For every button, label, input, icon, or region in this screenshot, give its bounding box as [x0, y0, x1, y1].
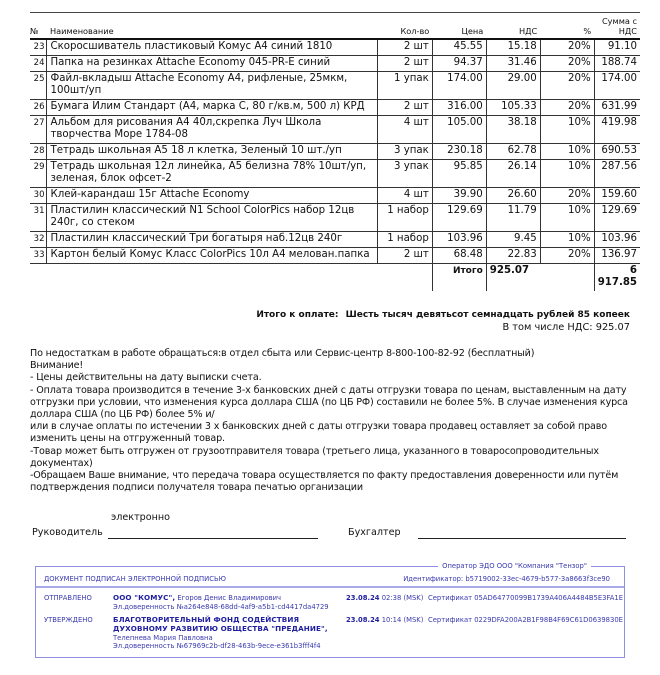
header-num: №: [30, 26, 39, 36]
edo-sent-org: ООО "КОМУС",: [113, 593, 176, 602]
header-sum: [594, 14, 640, 39]
note-payment: - Оплата товара производится в течение 3-х банковских дней с даты отгрузки товара по ценам, выставленным на дату отгрузки при условии, что изменения курса доллара США (по ЦБ РФ) составили не более 5%. В случае изменения курса доллара США (по ЦБ РФ) более 5% и/: [30, 384, 628, 421]
edo-sent-status: ОТПРАВЛЕНО: [44, 594, 92, 602]
item-vat: 29.00: [486, 72, 540, 100]
items-table: [30, 14, 640, 291]
edo-approved-time: 10:14 (MSK): [381, 616, 424, 624]
header-name: Наименование: [49, 26, 114, 36]
total-row: [30, 264, 640, 292]
item-qty: 4 шт: [377, 188, 432, 204]
accountant-label: Бухгалтер: [348, 527, 401, 538]
row-number: 31: [30, 204, 47, 232]
item-vat-rate: 20%: [540, 72, 594, 100]
edo-approved-proxy: Эл.доверенность №67969c2b-df28-463b-9ece-e361b3fff4f4: [113, 642, 321, 651]
item-vat-rate: 10%: [540, 144, 594, 160]
item-qty: 2 шт: [377, 100, 432, 116]
edo-separator: [36, 586, 624, 588]
table-row: [30, 144, 640, 160]
item-vat: 9.45: [486, 232, 540, 248]
total-label: Итого: [432, 264, 486, 292]
edo-operator: Оператор ЭДО ООО "Компания "Тензор": [438, 562, 591, 570]
item-price: 45.55: [432, 39, 486, 56]
item-vat-rate: 20%: [540, 39, 594, 56]
edo-signature-stamp: [35, 562, 625, 658]
item-price: 230.18: [432, 144, 486, 160]
payment-total-line: [256, 310, 630, 320]
item-price: 95.85: [432, 160, 486, 188]
row-number: 25: [30, 72, 47, 100]
item-vat-rate: 20%: [540, 248, 594, 264]
terms-notes: [30, 348, 630, 494]
item-qty: 3 упак: [377, 160, 432, 188]
edo-sent-proxy: Эл.доверенность №a264e848-68dd-4af9-a5b1-cd4417da4729: [113, 602, 329, 611]
table-row: [30, 248, 640, 264]
item-price: 68.48: [432, 248, 486, 264]
item-qty: 1 набор: [377, 232, 432, 248]
row-number: 33: [30, 248, 47, 264]
note-price-change: или в случае оплаты по истечении 3 х банковских дней с даты отгрузки товара продавец оставляет за собой право изменить цены на отгруженный товар.: [30, 421, 608, 445]
edo-approved-org-line1: БЛАГОТВОРИТЕЛЬНЫЙ ФОНД СОДЕЙСТВИЯ: [113, 615, 300, 624]
item-vat: 105.33: [486, 100, 540, 116]
edo-approved-status: УТВЕРЖДЕНО: [44, 616, 93, 624]
table-row: [30, 188, 640, 204]
header-price: Цена: [461, 26, 484, 36]
edo-approved-cert: Сертификат 0229DFA200A2B1F98B4F69C61D0639830E: [428, 616, 623, 624]
header-qty: Кол-во: [400, 26, 430, 36]
note-transfer: -Обращаем Ваше внимание, что передача товара осуществляется по факту предоставления доверенности или путём подтверждения подписи получателя товара печатью организации: [30, 470, 619, 494]
item-vat-rate: 10%: [540, 204, 594, 232]
table-header-row: [30, 14, 640, 39]
item-sum: 129.69: [594, 204, 640, 232]
table-row: [30, 56, 640, 72]
table-row: [30, 204, 640, 232]
total-vat: 925.07: [486, 264, 540, 292]
table-row: [30, 116, 640, 144]
row-number: 32: [30, 232, 47, 248]
item-name: Тетрадь школьная 12л линейка, А5 белизна 78% 10шт/уп, зеленая, блок офсет-2: [47, 160, 377, 188]
row-number: 30: [30, 188, 47, 204]
item-vat-rate: 20%: [540, 56, 594, 72]
item-qty: 2 шт: [377, 248, 432, 264]
vat-included-line: [502, 322, 630, 333]
item-sum: 287.56: [594, 160, 640, 188]
item-name: Бумага Илим Стандарт (А4, марка С, 80 г/кв.м, 500 л) КРД: [47, 100, 377, 116]
header-sum-line2: НДС: [618, 26, 637, 36]
edo-sent-cert: Сертификат 05AD64770099B1739A406A4484B5E3FA1E: [428, 594, 624, 602]
item-vat: 62.78: [486, 144, 540, 160]
payment-amount-words: Шесть тысяч девятьсот семнадцать рублей 85 копеек: [345, 310, 630, 320]
director-label: Руководитель: [32, 527, 103, 538]
item-sum: 188.74: [594, 56, 640, 72]
item-qty: 4 шт: [377, 116, 432, 144]
item-name: Клей-карандаш 15г Attache Economy: [47, 188, 377, 204]
item-vat-rate: 10%: [540, 160, 594, 188]
item-price: 39.90: [432, 188, 486, 204]
item-name: Скоросшиватель пластиковый Комус А4 синий 1810: [47, 39, 377, 56]
item-vat-rate: 20%: [540, 100, 594, 116]
edo-identifier: Идентификатор: b5719002-33ec-4679-b577-3a8663f3ce90: [403, 575, 610, 583]
item-sum: 103.96: [594, 232, 640, 248]
item-qty: 2 шт: [377, 56, 432, 72]
edo-sent-time: 02:38 (MSK): [381, 594, 424, 602]
item-vat: 26.60: [486, 188, 540, 204]
row-number: 27: [30, 116, 47, 144]
edo-approved-person: Телепнева Мария Павловна: [113, 633, 213, 642]
item-name: Пластилин классический Три богатыря наб.12цв 240г: [47, 232, 377, 248]
note-attention: Внимание!: [30, 360, 84, 372]
item-vat: 22.83: [486, 248, 540, 264]
header-vat: НДС: [518, 26, 538, 36]
vat-included-value: 925.07: [595, 322, 630, 333]
item-vat-rate: 20%: [540, 188, 594, 204]
table-row: [30, 72, 640, 100]
item-vat: 11.79: [486, 204, 540, 232]
item-sum: 136.97: [594, 248, 640, 264]
row-number: 23: [30, 39, 47, 56]
table-row: [30, 232, 640, 248]
item-sum: 159.60: [594, 188, 640, 204]
header-rate: %: [583, 26, 592, 36]
item-name: Файл-вкладыш Attache Economy А4, рифленые, 25мкм, 100шт/уп: [47, 72, 377, 100]
item-qty: 1 упак: [377, 72, 432, 100]
payment-label: Итого к оплате:: [256, 310, 339, 320]
vat-included-label: В том числе НДС:: [502, 322, 593, 333]
edo-title: ДОКУМЕНТ ПОДПИСАН ЭЛЕКТРОННОЙ ПОДПИСЬЮ: [44, 575, 226, 583]
item-name: Альбом для рисования А4 40л,скрепка Луч Школа творчества Море 1784-08: [47, 116, 377, 144]
item-price: 94.37: [432, 56, 486, 72]
note-shipper: -Товар может быть отгружен от грузоотправителя товара (третьего лица, указанного в товаросопроводительных документах): [30, 445, 599, 469]
item-vat: 31.46: [486, 56, 540, 72]
item-price: 103.96: [432, 232, 486, 248]
top-divider: [30, 12, 640, 13]
item-price: 129.69: [432, 204, 486, 232]
item-sum: 91.10: [594, 39, 640, 56]
item-vat: 38.18: [486, 116, 540, 144]
item-vat: 26.14: [486, 160, 540, 188]
item-vat: 15.18: [486, 39, 540, 56]
item-qty: 1 набор: [377, 204, 432, 232]
item-name: Пластилин классический N1 School ColorPics набор 12цв 240г, со стеком: [47, 204, 377, 232]
header-sum-line1: Сумма с: [601, 16, 637, 26]
row-number: 28: [30, 144, 47, 160]
total-sum: 6 917.85: [594, 264, 640, 292]
edo-approved-date: 23.08.24: [346, 616, 380, 624]
item-name: Тетрадь школьная А5 18 л клетка, Зеленый 10 шт./уп: [47, 144, 377, 160]
item-qty: 2 шт: [377, 39, 432, 56]
item-qty: 3 упак: [377, 144, 432, 160]
item-name: Папка на резинках Attache Economy 045-PR-E синий: [47, 56, 377, 72]
accountant-signature-line: [418, 538, 626, 539]
item-price: 316.00: [432, 100, 486, 116]
edo-sent-person: Егоров Денис Владимирович: [177, 594, 282, 602]
edo-approved-org-line2: ДУХОВНОМУ РАЗВИТИЮ ОБЩЕСТВА "ПРЕДАНИЕ",: [113, 623, 328, 633]
item-price: 105.00: [432, 116, 486, 144]
row-number: 26: [30, 100, 47, 116]
director-signature-line: [108, 538, 318, 539]
item-sum: 174.00: [594, 72, 640, 100]
item-sum: 631.99: [594, 100, 640, 116]
row-number: 29: [30, 160, 47, 188]
table-row: [30, 100, 640, 116]
item-sum: 419.98: [594, 116, 640, 144]
note-prices: - Цены действительны на дату выписки счета.: [30, 372, 262, 384]
item-vat-rate: 10%: [540, 116, 594, 144]
note-contact: По недостаткам в работе обращаться:в отдел сбыта или Сервис-центр 8-800-100-82-92 (бесплатный): [30, 348, 535, 359]
item-vat-rate: 10%: [540, 232, 594, 248]
table-row: [30, 160, 640, 188]
edo-sent-date: 23.08.24: [346, 594, 380, 602]
item-price: 174.00: [432, 72, 486, 100]
item-name: Картон белый Комус Класс ColorPics 10л А4 мелован.папка: [47, 248, 377, 264]
row-number: 24: [30, 56, 47, 72]
table-row: [30, 39, 640, 56]
director-note: электронно: [111, 512, 171, 523]
item-sum: 690.53: [594, 144, 640, 160]
